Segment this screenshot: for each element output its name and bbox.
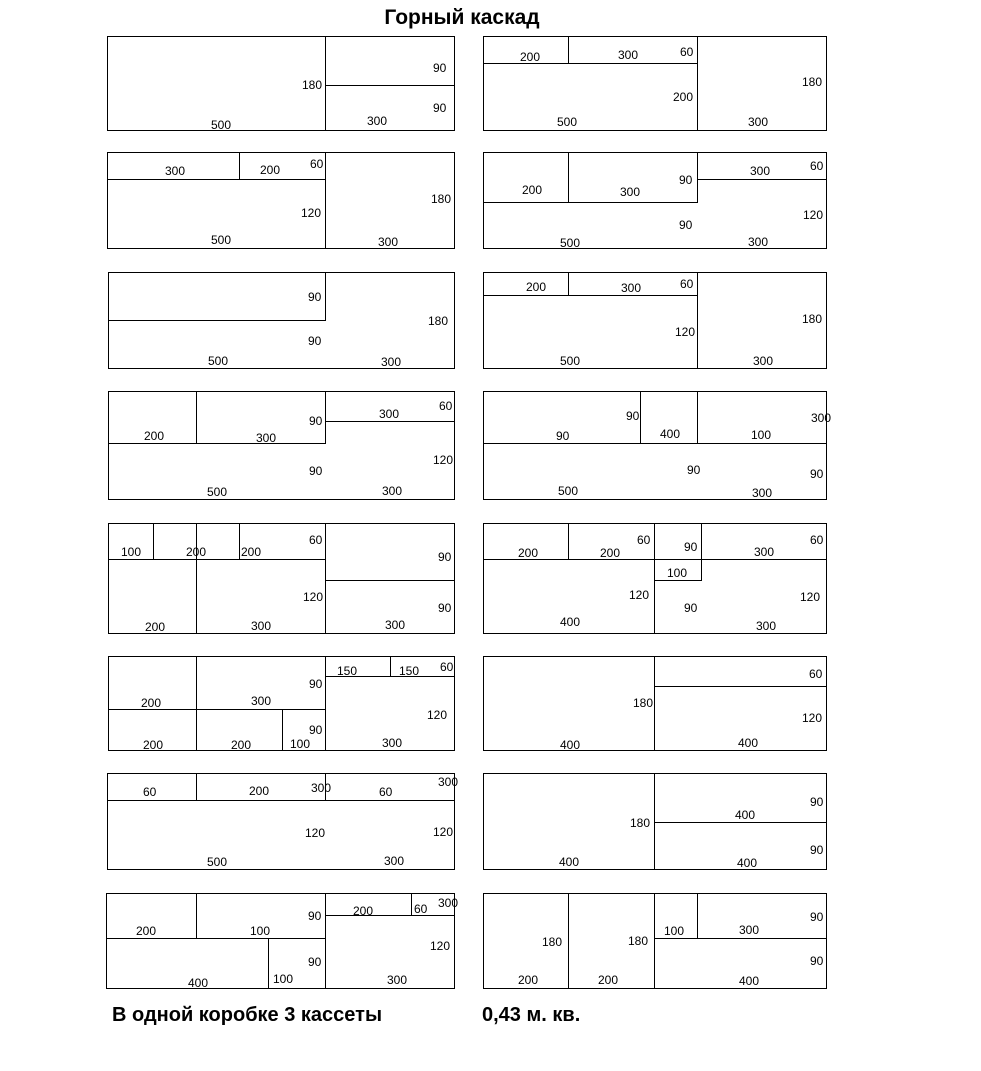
panel-section [326, 523, 455, 581]
dimension-label: 90 [684, 540, 698, 554]
layout-panel-6 [483, 272, 827, 369]
dimension-label: 90 [679, 173, 693, 187]
panel-section [197, 523, 326, 634]
dimension-label: 90 [308, 290, 322, 304]
dimension-label: 300 [165, 164, 186, 178]
dimension-label: 60 [810, 533, 824, 547]
dimension-label: 100 [751, 428, 772, 442]
dimension-label: 300 [618, 48, 639, 62]
dimension-label: 180 [431, 192, 452, 206]
dimension-label: 400 [559, 855, 580, 869]
panel-section [483, 272, 698, 369]
dimension-label: 200 [520, 50, 541, 64]
dimension-label: 90 [684, 601, 698, 615]
dimension-label: 300 [811, 411, 832, 425]
dimension-label: 90 [309, 677, 323, 691]
dimension-label: 90 [438, 601, 452, 615]
dimension-label: 120 [800, 590, 821, 604]
dimension-label: 300 [385, 618, 406, 632]
layout-panel-8 [483, 391, 832, 500]
dimension-label: 200 [518, 546, 539, 560]
dimension-label: 100 [290, 737, 311, 751]
dimension-label: 180 [633, 696, 654, 710]
dimension-label: 180 [630, 816, 651, 830]
dimension-label: 120 [305, 826, 326, 840]
area-note: 0,43 м. кв. [482, 1004, 581, 1026]
dimension-label: 300 [438, 775, 459, 789]
dimension-label: 400 [738, 736, 759, 750]
page-title: Горный каскад [384, 6, 540, 29]
dimension-label: 500 [207, 485, 228, 499]
dimension-label: 200 [141, 696, 162, 710]
dimension-label: 120 [433, 825, 454, 839]
dimension-label: 180 [628, 934, 649, 948]
dimension-label: 60 [680, 45, 694, 59]
dimension-label: 200 [249, 784, 270, 798]
dimension-label: 300 [620, 185, 641, 199]
dimension-label: 300 [384, 854, 405, 868]
layout-panel-7 [108, 391, 455, 500]
dimension-label: 90 [810, 843, 824, 857]
dimension-label: 200 [143, 738, 164, 752]
dimension-label: 200 [145, 620, 166, 634]
dimension-label: 300 [379, 407, 400, 421]
dimension-label: 120 [802, 711, 823, 725]
dimension-label: 300 [750, 164, 771, 178]
panel-section [483, 656, 655, 751]
dimension-label: 120 [433, 453, 454, 467]
dimension-label: 400 [660, 427, 681, 441]
dimension-label: 500 [560, 354, 581, 368]
dimension-label: 90 [810, 795, 824, 809]
dimension-label: 300 [256, 431, 277, 445]
dimension-label: 120 [629, 588, 650, 602]
dimension-label: 120 [303, 590, 324, 604]
dimension-label: 120 [675, 325, 696, 339]
dimension-label: 90 [309, 723, 323, 737]
dimension-label: 300 [748, 235, 769, 249]
dimension-label: 300 [382, 484, 403, 498]
dimension-label: 100 [121, 545, 142, 559]
dimension-label: 300 [756, 619, 777, 633]
dimension-label: 60 [810, 159, 824, 173]
dimension-label: 60 [637, 533, 651, 547]
dimension-label: 90 [438, 550, 452, 564]
layout-panel-12 [483, 656, 827, 751]
panel-section [655, 656, 827, 687]
panel-section [483, 36, 698, 131]
dimension-label: 180 [542, 935, 563, 949]
dimension-label: 200 [241, 545, 262, 559]
dimension-label: 300 [621, 281, 642, 295]
dimension-label: 90 [556, 429, 570, 443]
dimension-label: 120 [427, 708, 448, 722]
dimension-label: 200 [518, 973, 539, 987]
dimension-label: 90 [810, 954, 824, 968]
dimension-label: 300 [251, 619, 272, 633]
layout-panel-4 [483, 152, 827, 249]
dimension-label: 200 [136, 924, 157, 938]
layout-panel-16 [483, 893, 827, 989]
dimension-label: 200 [598, 973, 619, 987]
layout-panel-5 [108, 272, 455, 369]
dimension-label: 500 [211, 233, 232, 247]
panel-section [698, 893, 827, 939]
dimension-label: 90 [810, 467, 824, 481]
layout-panel-3 [107, 152, 455, 249]
dimension-label: 500 [560, 236, 581, 250]
dimension-label: 60 [310, 157, 324, 171]
dimension-label: 150 [337, 664, 358, 678]
dimension-label: 180 [802, 312, 823, 326]
dimension-label: 150 [399, 664, 420, 678]
dimension-label: 400 [560, 738, 581, 752]
dimension-label: 60 [143, 785, 157, 799]
dimension-label: 400 [560, 615, 581, 629]
dimension-label: 400 [739, 974, 760, 988]
dimension-label: 400 [735, 808, 756, 822]
dimension-label: 60 [680, 277, 694, 291]
dimension-label: 120 [301, 206, 322, 220]
dimension-label: 300 [387, 973, 408, 987]
dimension-label: 400 [737, 856, 758, 870]
dimension-label: 500 [208, 354, 229, 368]
dimension-label: 100 [667, 566, 688, 580]
layout-panel-9 [108, 523, 455, 634]
boxes-note: В одной коробке 3 кассеты [112, 1004, 383, 1026]
dimension-label: 500 [558, 484, 579, 498]
dimension-label: 100 [273, 972, 294, 986]
dimension-label: 300 [752, 486, 773, 500]
dimension-label: 100 [250, 924, 271, 938]
dimension-label: 200 [231, 738, 252, 752]
dimension-label: 200 [522, 183, 543, 197]
dimension-label: 180 [302, 78, 323, 92]
dimension-label: 400 [188, 976, 209, 990]
dimension-label: 90 [433, 101, 447, 115]
dimension-label: 300 [739, 923, 760, 937]
panel-section [108, 272, 326, 321]
dimension-label: 200 [526, 280, 547, 294]
dimension-label: 300 [367, 114, 388, 128]
dimension-label: 60 [439, 399, 453, 413]
layout-panel-10 [483, 523, 827, 634]
dimension-label: 60 [809, 667, 823, 681]
layout-panel-1 [107, 36, 455, 131]
dimension-label: 500 [207, 855, 228, 869]
panel-section [107, 36, 326, 131]
dimension-label: 300 [382, 736, 403, 750]
panel-section [326, 656, 391, 677]
dimension-label: 90 [679, 218, 693, 232]
dimension-label: 60 [309, 533, 323, 547]
dimension-label: 200 [600, 546, 621, 560]
dimension-label: 300 [754, 545, 775, 559]
dimension-label: 90 [433, 61, 447, 75]
dimension-label: 300 [438, 896, 459, 910]
dimension-label: 90 [308, 334, 322, 348]
dimension-label: 180 [802, 75, 823, 89]
dimension-label: 60 [440, 660, 454, 674]
dimension-label: 90 [626, 409, 640, 423]
dimension-label: 300 [311, 781, 332, 795]
dimension-label: 60 [414, 902, 428, 916]
dimension-label: 90 [308, 955, 322, 969]
dimension-label: 90 [687, 463, 701, 477]
dimension-label: 500 [557, 115, 578, 129]
layout-panel-2 [483, 36, 827, 131]
dimension-label: 90 [309, 414, 323, 428]
dimension-label: 90 [309, 464, 323, 478]
dimension-label: 90 [308, 909, 322, 923]
dimension-label: 300 [378, 235, 399, 249]
dimension-label: 200 [144, 429, 165, 443]
dimension-label: 180 [428, 314, 449, 328]
layout-panel-14 [483, 773, 827, 870]
dimension-label: 90 [810, 910, 824, 924]
dimension-label: 200 [673, 90, 694, 104]
dimension-label: 60 [379, 785, 393, 799]
dimension-label: 300 [381, 355, 402, 369]
layout-panel-15 [106, 893, 459, 990]
dimension-label: 200 [260, 163, 281, 177]
dimension-label: 500 [211, 118, 232, 132]
layout-panel-11 [108, 656, 455, 751]
layout-panel-13 [107, 773, 459, 870]
dimension-label: 300 [748, 115, 769, 129]
dimension-label: 120 [430, 939, 451, 953]
panel-section [108, 523, 197, 634]
dimension-label: 200 [186, 545, 207, 559]
dimension-label: 120 [803, 208, 824, 222]
dimension-label: 100 [664, 924, 685, 938]
dimension-label: 300 [251, 694, 272, 708]
dimension-label: 200 [353, 904, 374, 918]
dimension-label: 300 [753, 354, 774, 368]
